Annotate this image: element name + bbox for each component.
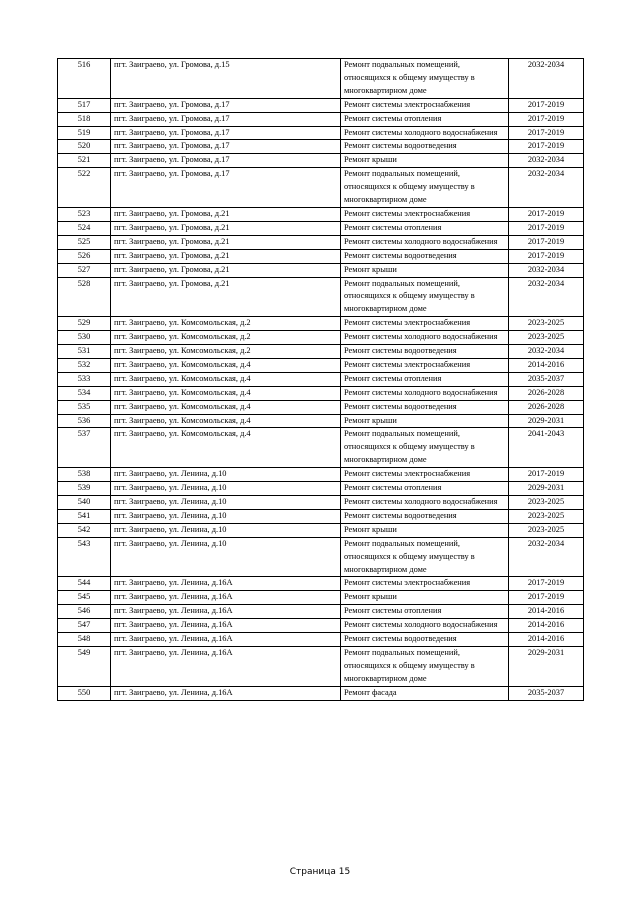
work-type-cell: Ремонт подвальных помещений, относящихся к общему имуществу в многоквартирном доме bbox=[341, 537, 509, 577]
table-row bbox=[58, 633, 584, 647]
address-cell: пгт. Заиграево, ул. Громова, д.17 bbox=[111, 126, 341, 140]
period-cell: 2032-2034 bbox=[509, 154, 584, 168]
row-number-cell: 525 bbox=[58, 235, 111, 249]
work-type-cell: Ремонт системы водоотведения bbox=[341, 400, 509, 414]
address-cell: пгт. Заиграево, ул. Ленина, д.16А bbox=[111, 605, 341, 619]
work-type-cell: Ремонт подвальных помещений, относящихся к общему имуществу в многоквартирном доме bbox=[341, 59, 509, 99]
period-cell: 2017-2019 bbox=[509, 249, 584, 263]
address-cell: пгт. Заиграево, ул. Громова, д.21 bbox=[111, 263, 341, 277]
address-cell: пгт. Заиграево, ул. Ленина, д.10 bbox=[111, 537, 341, 577]
row-number-cell: 536 bbox=[58, 414, 111, 428]
address-cell: пгт. Заиграево, ул. Комсомольская, д.2 bbox=[111, 345, 341, 359]
table-row bbox=[58, 249, 584, 263]
row-number-cell: 523 bbox=[58, 207, 111, 221]
address-cell: пгт. Заиграево, ул. Громова, д.21 bbox=[111, 277, 341, 317]
period-cell: 2023-2025 bbox=[509, 331, 584, 345]
row-number-cell: 537 bbox=[58, 428, 111, 468]
period-cell: 2014-2016 bbox=[509, 633, 584, 647]
work-type-cell: Ремонт системы водоотведения bbox=[341, 509, 509, 523]
period-cell: 2017-2019 bbox=[509, 235, 584, 249]
row-number-cell: 540 bbox=[58, 496, 111, 510]
period-cell: 2026-2028 bbox=[509, 386, 584, 400]
period-cell: 2014-2016 bbox=[509, 619, 584, 633]
address-cell: пгт. Заиграево, ул. Комсомольская, д.4 bbox=[111, 372, 341, 386]
address-cell: пгт. Заиграево, ул. Комсомольская, д.2 bbox=[111, 331, 341, 345]
work-type-cell: Ремонт системы водоотведения bbox=[341, 140, 509, 154]
address-cell: пгт. Заиграево, ул. Громова, д.17 bbox=[111, 140, 341, 154]
period-cell: 2032-2034 bbox=[509, 168, 584, 208]
period-cell: 2014-2016 bbox=[509, 605, 584, 619]
table-row bbox=[58, 577, 584, 591]
table-row bbox=[58, 358, 584, 372]
table-row bbox=[58, 523, 584, 537]
address-cell: пгт. Заиграево, ул. Ленина, д.16А bbox=[111, 646, 341, 686]
address-cell: пгт. Заиграево, ул. Комсомольская, д.4 bbox=[111, 428, 341, 468]
work-type-cell: Ремонт системы отопления bbox=[341, 221, 509, 235]
row-number-cell: 520 bbox=[58, 140, 111, 154]
row-number-cell: 526 bbox=[58, 249, 111, 263]
period-cell: 2017-2019 bbox=[509, 140, 584, 154]
work-type-cell: Ремонт системы холодного водоснабжения bbox=[341, 386, 509, 400]
page-footer bbox=[0, 867, 640, 877]
period-cell: 2032-2034 bbox=[509, 537, 584, 577]
table-row bbox=[58, 277, 584, 317]
address-cell: пгт. Заиграево, ул. Комсомольская, д.2 bbox=[111, 317, 341, 331]
work-type-cell: Ремонт системы электроснабжения bbox=[341, 577, 509, 591]
work-type-cell: Ремонт системы водоотведения bbox=[341, 249, 509, 263]
row-number-cell: 549 bbox=[58, 646, 111, 686]
row-number-cell: 530 bbox=[58, 331, 111, 345]
work-type-cell: Ремонт системы водоотведения bbox=[341, 633, 509, 647]
work-type-cell: Ремонт крыши bbox=[341, 263, 509, 277]
row-number-cell: 524 bbox=[58, 221, 111, 235]
work-type-cell: Ремонт крыши bbox=[341, 591, 509, 605]
address-cell: пгт. Заиграево, ул. Громова, д.21 bbox=[111, 221, 341, 235]
work-type-cell: Ремонт фасада bbox=[341, 686, 509, 700]
work-type-cell: Ремонт системы электроснабжения bbox=[341, 207, 509, 221]
work-type-cell: Ремонт системы электроснабжения bbox=[341, 98, 509, 112]
period-cell: 2017-2019 bbox=[509, 207, 584, 221]
work-type-cell: Ремонт системы электроснабжения bbox=[341, 468, 509, 482]
table-body bbox=[58, 59, 584, 701]
work-type-cell: Ремонт крыши bbox=[341, 523, 509, 537]
period-cell: 2035-2037 bbox=[509, 372, 584, 386]
row-number-cell: 541 bbox=[58, 509, 111, 523]
address-cell: пгт. Заиграево, ул. Ленина, д.10 bbox=[111, 509, 341, 523]
row-number-cell: 532 bbox=[58, 358, 111, 372]
work-type-cell: Ремонт системы холодного водоснабжения bbox=[341, 235, 509, 249]
period-cell: 2014-2016 bbox=[509, 358, 584, 372]
address-cell: пгт. Заиграево, ул. Громова, д.21 bbox=[111, 249, 341, 263]
address-cell: пгт. Заиграево, ул. Ленина, д.10 bbox=[111, 482, 341, 496]
period-cell: 2017-2019 bbox=[509, 98, 584, 112]
row-number-cell: 517 bbox=[58, 98, 111, 112]
work-type-cell: Ремонт системы холодного водоснабжения bbox=[341, 496, 509, 510]
address-cell: пгт. Заиграево, ул. Комсомольская, д.4 bbox=[111, 400, 341, 414]
period-cell: 2029-2031 bbox=[509, 414, 584, 428]
table-row bbox=[58, 686, 584, 700]
table-row bbox=[58, 235, 584, 249]
period-cell: 2032-2034 bbox=[509, 345, 584, 359]
address-cell: пгт. Заиграево, ул. Громова, д.17 bbox=[111, 112, 341, 126]
row-number-cell: 543 bbox=[58, 537, 111, 577]
table-row bbox=[58, 263, 584, 277]
row-number-cell: 519 bbox=[58, 126, 111, 140]
work-type-cell: Ремонт системы холодного водоснабжения bbox=[341, 619, 509, 633]
address-cell: пгт. Заиграево, ул. Громова, д.17 bbox=[111, 154, 341, 168]
work-type-cell: Ремонт системы отопления bbox=[341, 372, 509, 386]
table-row bbox=[58, 168, 584, 208]
work-type-cell: Ремонт крыши bbox=[341, 414, 509, 428]
work-type-cell: Ремонт системы электроснабжения bbox=[341, 358, 509, 372]
table-row bbox=[58, 207, 584, 221]
period-cell: 2032-2034 bbox=[509, 277, 584, 317]
work-type-cell: Ремонт подвальных помещений, относящихся к общему имуществу в многоквартирном доме bbox=[341, 428, 509, 468]
period-cell: 2029-2031 bbox=[509, 646, 584, 686]
table-row bbox=[58, 496, 584, 510]
table-row bbox=[58, 345, 584, 359]
table-row bbox=[58, 619, 584, 633]
table-row bbox=[58, 537, 584, 577]
row-number-cell: 529 bbox=[58, 317, 111, 331]
row-number-cell: 539 bbox=[58, 482, 111, 496]
period-cell: 2032-2034 bbox=[509, 263, 584, 277]
period-cell: 2017-2019 bbox=[509, 112, 584, 126]
table-row bbox=[58, 386, 584, 400]
period-cell: 2023-2025 bbox=[509, 496, 584, 510]
work-type-cell: Ремонт подвальных помещений, относящихся к общему имуществу в многоквартирном доме bbox=[341, 168, 509, 208]
address-cell: пгт. Заиграево, ул. Громова, д.15 bbox=[111, 59, 341, 99]
work-type-cell: Ремонт системы отопления bbox=[341, 605, 509, 619]
row-number-cell: 550 bbox=[58, 686, 111, 700]
table-row bbox=[58, 112, 584, 126]
address-cell: пгт. Заиграево, ул. Ленина, д.10 bbox=[111, 468, 341, 482]
row-number-cell: 528 bbox=[58, 277, 111, 317]
work-type-cell: Ремонт подвальных помещений, относящихся к общему имуществу в многоквартирном доме bbox=[341, 646, 509, 686]
row-number-cell: 542 bbox=[58, 523, 111, 537]
table-row bbox=[58, 509, 584, 523]
address-cell: пгт. Заиграево, ул. Громова, д.17 bbox=[111, 98, 341, 112]
address-cell: пгт. Заиграево, ул. Ленина, д.16А bbox=[111, 577, 341, 591]
work-type-cell: Ремонт системы отопления bbox=[341, 482, 509, 496]
period-cell: 2023-2025 bbox=[509, 317, 584, 331]
row-number-cell: 544 bbox=[58, 577, 111, 591]
work-type-cell: Ремонт системы электроснабжения bbox=[341, 317, 509, 331]
table-row bbox=[58, 400, 584, 414]
work-type-cell: Ремонт подвальных помещений, относящихся к общему имуществу в многоквартирном доме bbox=[341, 277, 509, 317]
table-row bbox=[58, 331, 584, 345]
table-row bbox=[58, 468, 584, 482]
table-row bbox=[58, 98, 584, 112]
row-number-cell: 516 bbox=[58, 59, 111, 99]
period-cell: 2017-2019 bbox=[509, 577, 584, 591]
work-type-cell: Ремонт системы отопления bbox=[341, 112, 509, 126]
table-row bbox=[58, 126, 584, 140]
address-cell: пгт. Заиграево, ул. Ленина, д.16А bbox=[111, 619, 341, 633]
period-cell: 2041-2043 bbox=[509, 428, 584, 468]
address-cell: пгт. Заиграево, ул. Ленина, д.16А bbox=[111, 633, 341, 647]
table-row bbox=[58, 605, 584, 619]
address-cell: пгт. Заиграево, ул. Ленина, д.16А bbox=[111, 591, 341, 605]
address-cell: пгт. Заиграево, ул. Ленина, д.10 bbox=[111, 496, 341, 510]
table-row bbox=[58, 140, 584, 154]
row-number-cell: 546 bbox=[58, 605, 111, 619]
period-cell: 2035-2037 bbox=[509, 686, 584, 700]
row-number-cell: 538 bbox=[58, 468, 111, 482]
table-row bbox=[58, 428, 584, 468]
table-row bbox=[58, 591, 584, 605]
period-cell: 2029-2031 bbox=[509, 482, 584, 496]
table-row bbox=[58, 59, 584, 99]
row-number-cell: 522 bbox=[58, 168, 111, 208]
work-type-cell: Ремонт системы водоотведения bbox=[341, 345, 509, 359]
row-number-cell: 545 bbox=[58, 591, 111, 605]
period-cell: 2017-2019 bbox=[509, 126, 584, 140]
period-cell: 2023-2025 bbox=[509, 509, 584, 523]
table-row bbox=[58, 154, 584, 168]
row-number-cell: 533 bbox=[58, 372, 111, 386]
table-row bbox=[58, 414, 584, 428]
table-row bbox=[58, 646, 584, 686]
address-cell: пгт. Заиграево, ул. Громова, д.21 bbox=[111, 207, 341, 221]
address-cell: пгт. Заиграево, ул. Ленина, д.10 bbox=[111, 523, 341, 537]
address-cell: пгт. Заиграево, ул. Громова, д.17 bbox=[111, 168, 341, 208]
period-cell: 2032-2034 bbox=[509, 59, 584, 99]
table-row bbox=[58, 372, 584, 386]
row-number-cell: 521 bbox=[58, 154, 111, 168]
row-number-cell: 534 bbox=[58, 386, 111, 400]
period-cell: 2026-2028 bbox=[509, 400, 584, 414]
row-number-cell: 531 bbox=[58, 345, 111, 359]
work-type-cell: Ремонт системы холодного водоснабжения bbox=[341, 331, 509, 345]
address-cell: пгт. Заиграево, ул. Ленина, д.16А bbox=[111, 686, 341, 700]
address-cell: пгт. Заиграево, ул. Комсомольская, д.4 bbox=[111, 414, 341, 428]
period-cell: 2017-2019 bbox=[509, 591, 584, 605]
row-number-cell: 535 bbox=[58, 400, 111, 414]
row-number-cell: 548 bbox=[58, 633, 111, 647]
repair-schedule-table bbox=[57, 58, 584, 701]
work-type-cell: Ремонт системы холодного водоснабжения bbox=[341, 126, 509, 140]
row-number-cell: 527 bbox=[58, 263, 111, 277]
address-cell: пгт. Заиграево, ул. Громова, д.21 bbox=[111, 235, 341, 249]
row-number-cell: 547 bbox=[58, 619, 111, 633]
period-cell: 2017-2019 bbox=[509, 221, 584, 235]
row-number-cell: 518 bbox=[58, 112, 111, 126]
page-number: Страница 15 bbox=[289, 867, 351, 877]
address-cell: пгт. Заиграево, ул. Комсомольская, д.4 bbox=[111, 358, 341, 372]
table-row bbox=[58, 221, 584, 235]
work-type-cell: Ремонт крыши bbox=[341, 154, 509, 168]
table-row bbox=[58, 482, 584, 496]
period-cell: 2023-2025 bbox=[509, 523, 584, 537]
table-row bbox=[58, 317, 584, 331]
address-cell: пгт. Заиграево, ул. Комсомольская, д.4 bbox=[111, 386, 341, 400]
period-cell: 2017-2019 bbox=[509, 468, 584, 482]
